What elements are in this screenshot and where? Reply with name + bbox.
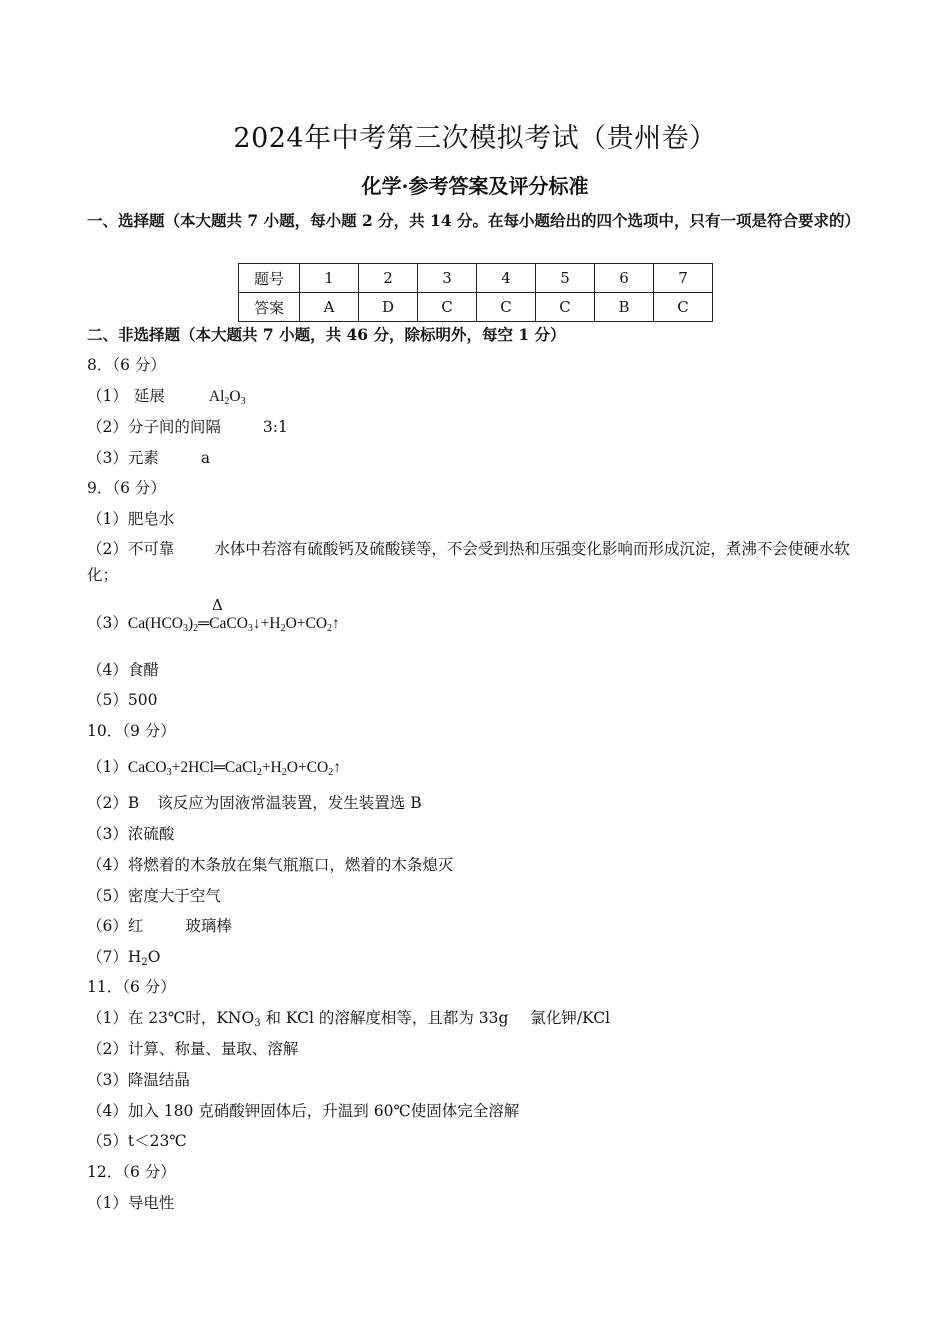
answer-text: 元素 bbox=[127, 449, 159, 467]
heat-delta-symbol: Δ bbox=[212, 596, 223, 614]
table-cell: C bbox=[477, 293, 536, 322]
q9-answer-2 bbox=[87, 536, 867, 588]
answer-text: 分子间的间隔 bbox=[127, 418, 221, 436]
table-cell: 2 bbox=[359, 264, 418, 293]
item-label: （1） bbox=[87, 758, 128, 776]
table-header-cell: 题号 bbox=[239, 264, 300, 293]
answer-letter: a bbox=[200, 449, 211, 467]
q11-heading: 11．（6 分） bbox=[87, 978, 176, 996]
answer-ratio: 3:1 bbox=[262, 418, 288, 436]
item-label: （3） bbox=[87, 614, 128, 632]
item-label: （2） bbox=[87, 540, 128, 558]
table-cell: 7 bbox=[654, 264, 713, 293]
section2-heading: 二、非选择题（本大题共 7 小题，共 46 分，除标明外，每空 1 分） bbox=[87, 325, 566, 344]
q12-answer-1: （1）导电性 bbox=[87, 1194, 175, 1212]
q10-answer-1 bbox=[87, 756, 341, 784]
page-subtitle: 化学·参考答案及评分标准 bbox=[361, 174, 589, 198]
chemical-equation: $CaCO_3+2HCl═CaCl_2+H_2O+CO_2↑$ bbox=[127, 759, 341, 778]
q10-answer-4: （4）将燃着的木条放在集气瓶瓶口，燃着的木条熄灭 bbox=[87, 856, 454, 874]
item-label: （1） bbox=[87, 387, 128, 405]
q9-answer-1: （1）肥皂水 bbox=[87, 510, 175, 528]
item-label: （3） bbox=[87, 449, 128, 467]
q8-answer-3 bbox=[87, 447, 210, 469]
q8-answer-1 bbox=[87, 385, 246, 413]
q11-answer-2: （2）计算、称量、量取、溶解 bbox=[87, 1040, 299, 1058]
chemical-formula: $Al_2O_3$ bbox=[208, 388, 246, 407]
q10-answer-3: （3）浓硫酸 bbox=[87, 825, 175, 843]
item-label: （2）B bbox=[87, 794, 140, 812]
table-cell: D bbox=[359, 293, 418, 322]
table-cell: 6 bbox=[595, 264, 654, 293]
q11-answer-5: （5）t＜23℃ bbox=[87, 1132, 187, 1150]
answer-text: 该反应为固液常温装置，发生装置选 B bbox=[157, 794, 422, 812]
q8-heading: 8．（6 分） bbox=[87, 356, 166, 374]
q9-heading: 9．（6 分） bbox=[87, 479, 166, 497]
table-cell: 1 bbox=[300, 264, 359, 293]
answer-table bbox=[238, 263, 713, 322]
q10-answer-2 bbox=[87, 792, 422, 814]
item-label: （2） bbox=[87, 418, 128, 436]
table-cell: A bbox=[300, 293, 359, 322]
q11-answer-3: （3）降温结晶 bbox=[87, 1071, 190, 1089]
answer-text: 延展 bbox=[133, 387, 165, 405]
chemical-equation: $Ca(HCO_3)_2═CaCO_3↓+H_2O+CO_2↑$ bbox=[127, 615, 340, 634]
q10-answer-6 bbox=[87, 915, 232, 937]
table-row-answers bbox=[239, 293, 713, 322]
table-cell: C bbox=[536, 293, 595, 322]
table-cell: 5 bbox=[536, 264, 595, 293]
q9-answer-3 bbox=[87, 612, 340, 640]
q10-heading: 10．（9 分） bbox=[87, 722, 176, 740]
item-label: （6）红 bbox=[87, 917, 144, 935]
q11-answer-4: （4）加入 180 克硝酸钾固体后，升温到 60℃使固体完全溶解 bbox=[87, 1102, 520, 1120]
q10-answer-5: （5）密度大于空气 bbox=[87, 887, 221, 905]
table-cell: C bbox=[654, 293, 713, 322]
q11-answer-1: （1）在 23℃时，$KNO_3$ 和 KCl 的溶解度相等，且都为 33g 氯化钾/KCl bbox=[87, 1009, 611, 1029]
table-row-numbers bbox=[239, 264, 713, 293]
table-cell: C bbox=[418, 293, 477, 322]
q12-heading: 12．（6 分） bbox=[87, 1163, 176, 1181]
table-cell: 4 bbox=[477, 264, 536, 293]
answer-text: 氯化钾/KCl bbox=[530, 1009, 611, 1027]
answer-reason: 水体中若溶有硫酸钙及硫酸镁等，不会受到热和压强变化影响而形成沉淀，煮沸不会使硬水软化； bbox=[87, 540, 850, 584]
answer-text: 玻璃棒 bbox=[185, 917, 232, 935]
section1-heading: 一、选择题（本大题共 7 小题，每小题 2 分，共 14 分。在每小题给出的四个选项中，只有一项是符合要求的） bbox=[87, 211, 861, 230]
q9-answer-5: （5）500 bbox=[87, 691, 158, 709]
table-cell: B bbox=[595, 293, 654, 322]
table-header-cell: 答案 bbox=[239, 293, 300, 322]
q10-answer-7: $(7)H_2O$ bbox=[87, 948, 161, 968]
q8-answer-2 bbox=[87, 416, 288, 438]
answer-text: 不可靠 bbox=[127, 540, 175, 558]
q9-answer-4: （4）食醋 bbox=[87, 661, 159, 679]
page-title: 2024年中考第三次模拟考试（贵州卷） bbox=[233, 123, 717, 154]
table-cell: 3 bbox=[418, 264, 477, 293]
